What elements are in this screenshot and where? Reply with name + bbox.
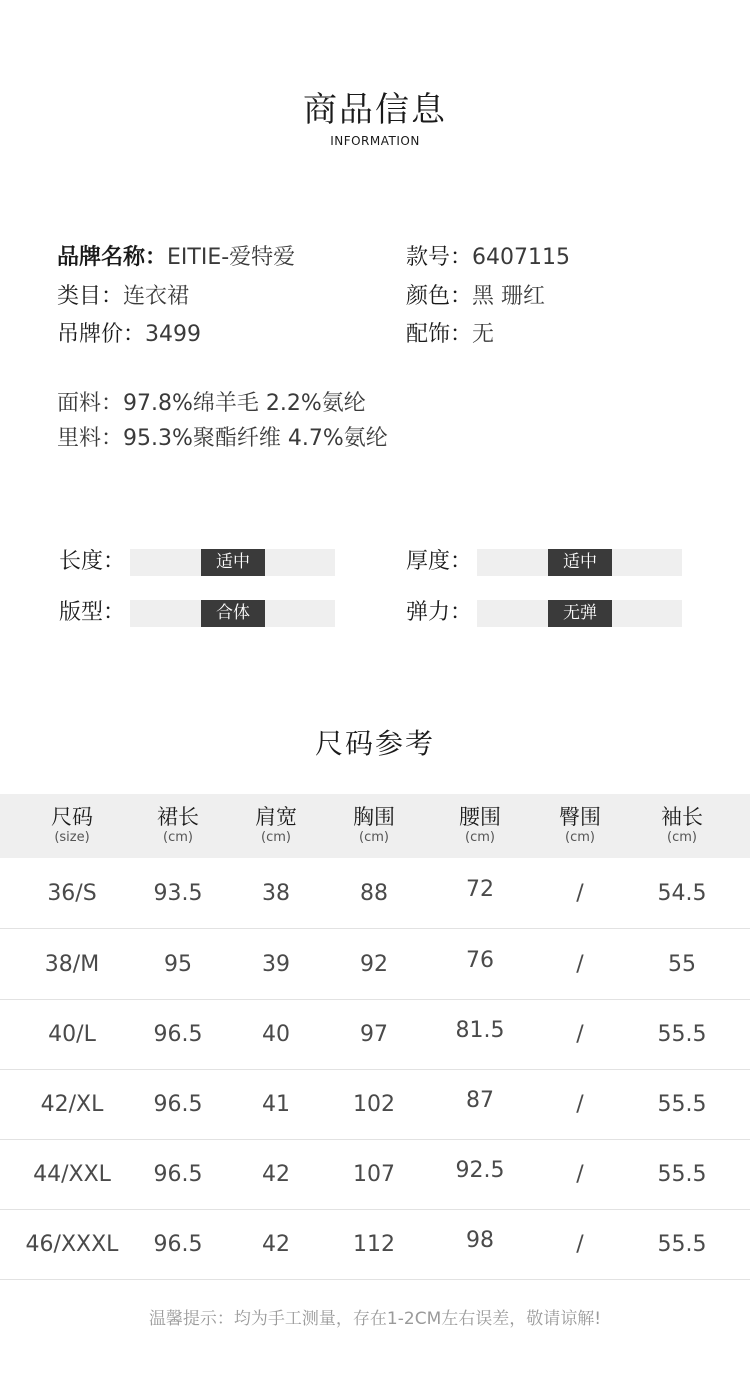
cell-bust: 92 [360,952,388,977]
table-row [0,999,750,1070]
section-title: 商品信息 [303,90,447,130]
spec-price-value: 3499 [145,322,202,347]
cell-dress-length: 96.5 [153,1022,203,1047]
attr-fit-tag: 合体 [201,600,265,627]
header-size [51,804,93,846]
header-size-unit: (size) [54,830,90,845]
cell-shoulder: 41 [262,1092,290,1117]
header-shoulder-name: 肩宽 [255,805,297,829]
cell-dress-length: 96.5 [153,1162,203,1187]
attr-elasticity-tag: 无弹 [548,600,612,627]
spec-color-value: 黑 珊红 [472,284,546,309]
cell-dress-length: 96.5 [153,1092,203,1117]
table-row [0,1209,750,1280]
cell-hip: / [576,1092,584,1117]
cell-dress-length: 93.5 [153,881,203,906]
cell-bust: 107 [353,1162,395,1187]
cell-sleeve: 54.5 [657,881,707,906]
header-dress-length [157,804,199,846]
header-waist [459,804,501,846]
cell-waist: 98 [466,1228,494,1253]
table-row [0,1139,750,1210]
spec-accessory [406,320,494,350]
spec-accessory-label: 配饰： [406,322,473,347]
header-hip [559,804,601,846]
spec-style-no-value: 6407115 [472,245,570,270]
header-hip-name: 臀围 [559,805,601,829]
header-sleeve [661,804,703,846]
spec-category-value: 连衣裙 [123,284,190,309]
header-sleeve-unit: (cm) [667,830,697,845]
header-shoulder-unit: (cm) [261,830,291,845]
table-row [0,1069,750,1140]
cell-waist: 87 [466,1088,494,1113]
fabric-outer: 面料：97.8%绵羊毛 2.2%氨纶 [57,391,366,416]
size-chart-title: 尺码参考 [314,727,435,760]
spec-category-label: 类目： [57,284,124,309]
cell-bust: 112 [353,1232,395,1257]
attr-thickness-label: 厚度： [406,549,473,574]
cell-dress-length: 95 [164,952,192,977]
cell-hip: / [576,1162,584,1187]
cell-waist: 92.5 [455,1158,505,1183]
spec-brand-label: 品牌名称： [57,245,168,270]
header-size-name: 尺码 [51,805,93,829]
table-row [0,858,750,929]
spec-price [57,320,201,350]
header-waist-unit: (cm) [465,830,495,845]
header-hip-unit: (cm) [565,830,595,845]
header-bust-name: 胸围 [353,805,395,829]
cell-shoulder: 39 [262,952,290,977]
table-row [0,929,750,1000]
cell-size: 36/S [47,881,97,906]
cell-bust: 97 [360,1022,388,1047]
spec-color [406,282,545,312]
header-shoulder [255,804,297,846]
cell-sleeve: 55.5 [657,1092,707,1117]
attr-length-label: 长度： [59,549,126,574]
cell-hip: / [576,952,584,977]
cell-shoulder: 42 [262,1162,290,1187]
cell-bust: 102 [353,1092,395,1117]
cell-size: 40/L [48,1022,96,1047]
measurement-note: 温馨提示：均为手工测量，存在1-2CM左右误差，敬请谅解! [148,1309,602,1329]
header-bust-unit: (cm) [359,830,389,845]
cell-shoulder: 40 [262,1022,290,1047]
spec-brand-value: EITIE-爱特爱 [167,245,296,270]
cell-waist: 72 [466,877,494,902]
spec-category [57,282,189,312]
header-dress-length-name: 裙长 [157,805,199,829]
attr-elasticity-label: 弹力： [406,600,473,625]
cell-size: 44/XXL [33,1162,111,1187]
cell-hip: / [576,1232,584,1257]
cell-waist: 81.5 [455,1018,505,1043]
spec-style-no-label: 款号： [406,245,473,270]
attr-thickness-tag: 适中 [548,549,612,576]
cell-sleeve: 55.5 [657,1232,707,1257]
cell-waist: 76 [466,948,494,973]
cell-size: 42/XL [40,1092,104,1117]
spec-style-no [406,243,570,273]
cell-size: 38/M [44,952,100,977]
size-table-header [0,794,750,858]
cell-bust: 88 [360,881,388,906]
cell-dress-length: 96.5 [153,1232,203,1257]
cell-sleeve: 55.5 [657,1022,707,1047]
spec-brand [57,243,295,273]
header-waist-name: 腰围 [459,805,501,829]
cell-hip: / [576,881,584,906]
cell-shoulder: 38 [262,881,290,906]
section-subtitle: INFORMATION [330,134,420,148]
cell-sleeve: 55.5 [657,1162,707,1187]
attr-fit-label: 版型： [59,600,126,625]
header-bust [353,804,395,846]
header-dress-length-unit: (cm) [163,830,193,845]
header-sleeve-name: 袖长 [661,805,703,829]
spec-price-label: 吊牌价： [57,322,146,347]
spec-accessory-value: 无 [472,322,495,347]
spec-color-label: 颜色： [406,284,473,309]
cell-shoulder: 42 [262,1232,290,1257]
information-heading [0,88,750,148]
cell-sleeve: 55 [668,952,696,977]
attr-length-tag: 适中 [201,549,265,576]
cell-hip: / [576,1022,584,1047]
fabric-lining: 里料：95.3%聚酯纤维 4.7%氨纶 [57,426,388,451]
cell-size: 46/XXXL [25,1232,119,1257]
